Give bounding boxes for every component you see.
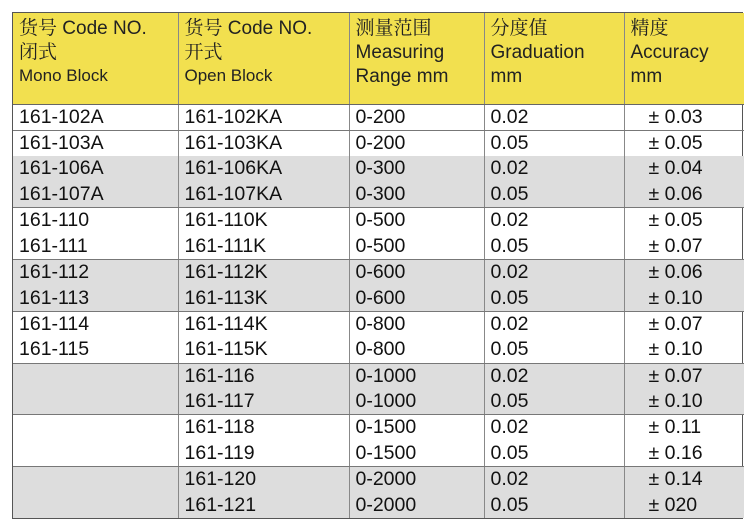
- cell-accuracy: ± 020: [648, 493, 698, 516]
- cell-graduation: 0.02: [484, 467, 624, 493]
- cell-graduation: 0.05: [484, 492, 624, 518]
- cell-accuracy: ± 0.10: [624, 337, 744, 363]
- cell-mono-code: 161-115: [13, 337, 178, 363]
- cell-mono-code: 161-102A: [13, 104, 178, 130]
- cell-graduation: 0.05: [484, 441, 624, 467]
- cell-open-code: 161-116: [178, 363, 349, 389]
- cell-graduation: 0.05: [484, 234, 624, 260]
- cell-range: 0-600: [349, 285, 484, 311]
- header-grad-cn-label: 分度值: [490, 18, 548, 39]
- cell-open-code: 161-113K: [178, 285, 349, 311]
- cell-range: 0-1000: [349, 363, 484, 389]
- header-range-cn-label: 测量范围: [355, 18, 432, 39]
- cell-graduation: 0.02: [484, 208, 624, 234]
- cell-range: 0-200: [349, 130, 484, 156]
- cell-accuracy: ± 0.06: [624, 182, 744, 208]
- cell-graduation: 0.02: [484, 415, 624, 441]
- cell-mono-code: 161-103A: [13, 130, 178, 156]
- cell-open-code: 161-110K: [178, 208, 349, 234]
- cell-range: 0-500: [349, 234, 484, 260]
- table-row: [13, 337, 744, 363]
- header-open-block: [178, 13, 349, 104]
- caliper-spec-table: [13, 13, 744, 518]
- cell-open-code: 161-118: [178, 415, 349, 441]
- cell-accuracy: ± 0.03: [624, 104, 744, 130]
- cell-range: 0-1000: [349, 389, 484, 415]
- cell-open-code: 161-107KA: [178, 182, 349, 208]
- cell-accuracy: ± 0.05: [648, 131, 703, 154]
- cell-accuracy: ± 0.07: [648, 364, 703, 387]
- cell-open-code: 161-115K: [178, 337, 349, 363]
- header-mono-en-label: Mono Block: [19, 66, 108, 85]
- cell-accuracy: ± 0.11: [648, 416, 702, 439]
- cell-accuracy: ± 0.10: [624, 389, 744, 415]
- table-row: [13, 259, 744, 285]
- table-row: [13, 492, 744, 518]
- cell-range: 0-300: [349, 156, 484, 182]
- cell-graduation: 0.02: [484, 311, 624, 337]
- cell-open-code: 161-111K: [178, 234, 349, 260]
- cell-mono-code: 161-107A: [13, 182, 178, 208]
- header-acc-cn-label: 精度: [630, 18, 669, 39]
- table-row: [13, 104, 744, 130]
- cell-graduation: 0.02: [484, 363, 624, 389]
- cell-range: 0-200: [349, 104, 484, 130]
- header-range-en-label: Measuring: [355, 42, 445, 63]
- table-row: [13, 467, 744, 493]
- cell-mono-code: 161-113: [13, 285, 178, 311]
- cell-open-code: 161-112K: [178, 259, 349, 285]
- cell-open-code: 161-117: [178, 389, 349, 415]
- cell-accuracy: ± 0.14: [648, 468, 703, 491]
- table-row: [13, 234, 744, 260]
- header-mono-cn-label: 闭式: [19, 42, 58, 63]
- cell-graduation: 0.02: [484, 259, 624, 285]
- cell-range: 0-2000: [349, 467, 484, 493]
- header-graduation: [484, 13, 624, 104]
- table-row: [13, 389, 744, 415]
- cell-range: 0-1500: [349, 441, 484, 467]
- cell-open-code: 161-114K: [178, 311, 349, 337]
- header-open-en-label: Open Block: [184, 66, 273, 85]
- table-row: [13, 311, 744, 337]
- cell-accuracy: ± 0.07: [648, 312, 703, 335]
- header-measuring-range: [349, 13, 484, 104]
- cell-graduation: 0.02: [484, 156, 624, 182]
- cell-accuracy: ± 0.16: [624, 441, 744, 467]
- cell-open-code: 161-102KA: [178, 104, 349, 130]
- header-mono-block: [13, 13, 178, 104]
- cell-graduation: 0.02: [484, 104, 624, 130]
- cell-mono-code: 161-112: [13, 259, 178, 285]
- cell-accuracy: ± 0.07: [624, 234, 744, 260]
- cell-mono-code: 161-114: [13, 311, 178, 337]
- header-accuracy: [624, 13, 744, 104]
- table-row: [13, 415, 744, 441]
- cell-graduation: 0.05: [484, 389, 624, 415]
- cell-range: 0-300: [349, 182, 484, 208]
- header-acc-unit-label: mm: [630, 66, 663, 87]
- cell-mono-code: [13, 363, 178, 389]
- cell-range: 0-2000: [349, 492, 484, 518]
- table-row: [13, 130, 744, 156]
- cell-graduation: 0.05: [484, 130, 624, 156]
- cell-graduation: 0.05: [484, 337, 624, 363]
- cell-mono-code: [13, 389, 178, 415]
- cell-mono-code: [13, 492, 178, 518]
- cell-mono-code: 161-106A: [13, 156, 178, 182]
- cell-mono-code: [13, 415, 178, 441]
- header-row: [13, 13, 744, 104]
- table-row: [13, 441, 744, 467]
- table-row: [13, 156, 744, 182]
- cell-open-code: 161-120: [178, 467, 349, 493]
- cell-mono-code: [13, 467, 178, 493]
- cell-accuracy: ± 0.06: [648, 261, 703, 284]
- cell-open-code: 161-121: [178, 492, 349, 518]
- cell-open-code: 161-103KA: [178, 130, 349, 156]
- header-acc-en-label: Accuracy: [630, 42, 709, 63]
- cell-open-code: 161-106KA: [178, 156, 349, 182]
- header-open-code-label: 货号 Code NO.: [184, 18, 313, 39]
- cell-range: 0-800: [349, 337, 484, 363]
- cell-accuracy: ± 0.04: [648, 157, 703, 180]
- cell-graduation: 0.05: [484, 285, 624, 311]
- cell-graduation: 0.05: [484, 182, 624, 208]
- cell-accuracy: ± 0.05: [648, 209, 703, 232]
- cell-range: 0-600: [349, 259, 484, 285]
- table-row: [13, 208, 744, 234]
- header-grad-en-label: Graduation: [490, 42, 585, 63]
- cell-range: 0-800: [349, 311, 484, 337]
- cell-range: 0-500: [349, 208, 484, 234]
- cell-mono-code: [13, 441, 178, 467]
- header-range-unit-label: Range mm: [355, 66, 449, 87]
- header-open-cn-label: 开式: [184, 42, 223, 63]
- header-grad-unit-label: mm: [490, 66, 523, 87]
- cell-range: 0-1500: [349, 415, 484, 441]
- cell-open-code: 161-119: [178, 441, 349, 467]
- spec-table-frame: [12, 12, 743, 519]
- table-row: [13, 363, 744, 389]
- cell-mono-code: 161-110: [13, 208, 178, 234]
- cell-mono-code: 161-111: [13, 234, 178, 260]
- table-row: [13, 182, 744, 208]
- table-row: [13, 285, 744, 311]
- cell-accuracy: ± 0.10: [624, 285, 744, 311]
- header-mono-code-label: 货号 Code NO.: [19, 18, 147, 39]
